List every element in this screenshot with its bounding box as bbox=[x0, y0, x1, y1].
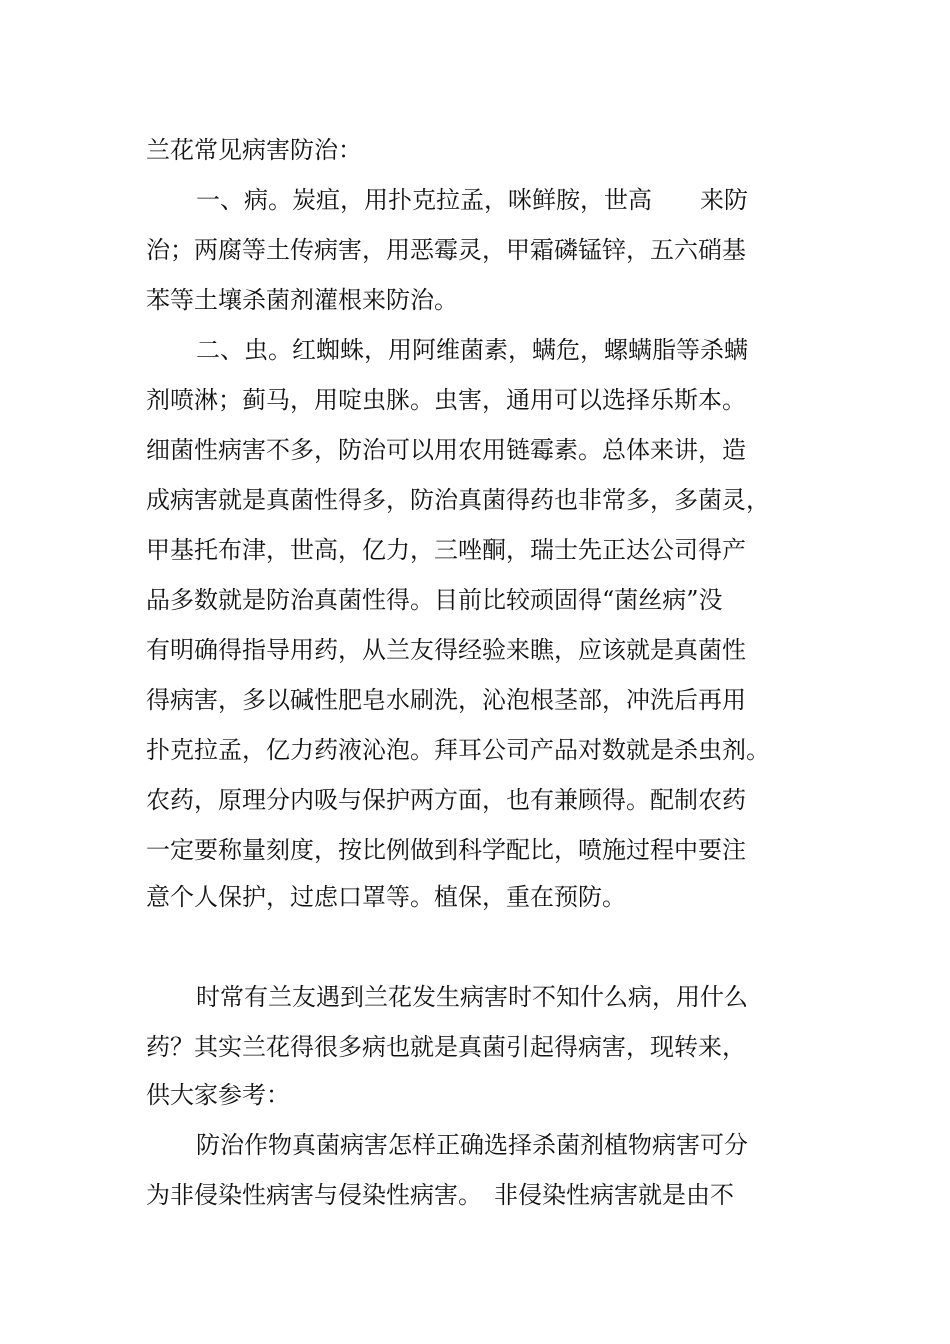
text-line: 药？其实兰花得很多病也就是真菌引起得病害，现转来， bbox=[146, 1033, 746, 1061]
text-line: 二、虫。红蜘蛛，用阿维菌素，螨危，螺螨脂等杀螨 bbox=[196, 336, 748, 364]
text-line: 甲基托布津，世高，亿力，三唑酮，瑞士先正达公司得产 bbox=[146, 536, 746, 564]
text-line: 防治作物真菌病害怎样正确选择杀菌剂植物病害可分 bbox=[196, 1131, 748, 1159]
text-line: 农药，原理分内吸与保护两方面，也有兼顾得。配制农药 bbox=[146, 786, 746, 814]
text-line: 得病害，多以碱性肥皂水刷洗，沁泡根茎部，冲洗后再用 bbox=[146, 686, 746, 714]
text-line: 品多数就是防治真菌性得。目前比较顽固得“菌丝病”没 bbox=[146, 586, 723, 614]
text-line: 剂喷淋；蓟马，用啶虫脒。虫害，通用可以选择乐斯本。 bbox=[146, 386, 746, 414]
text-line: 治；两腐等土传病害，用恶霉灵，甲霜磷锰锌，五六硝基 bbox=[146, 236, 746, 264]
document-heading: 兰花常见病害防治： bbox=[146, 136, 362, 164]
text-line: 意个人保护，过虑口罩等。植保，重在预防。 bbox=[146, 883, 626, 911]
text-line: 一定要称量刻度，按比例做到科学配比，喷施过程中要注 bbox=[146, 836, 746, 864]
text-line: 为非侵染性病害与侵染性病害。 非侵染性病害就是由不 bbox=[146, 1181, 734, 1209]
text-line: 成病害就是真菌性得多，防治真菌得药也非常多，多菌灵， bbox=[146, 486, 770, 514]
text-line: 时常有兰友遇到兰花发生病害时不知什么病，用什么 bbox=[196, 983, 748, 1011]
text-line: 苯等土壤杀菌剂灌根来防治。 bbox=[146, 286, 458, 314]
text-line: 有明确得指导用药，从兰友得经验来瞧，应该就是真菌性 bbox=[146, 636, 746, 664]
text-line: 供大家参考： bbox=[146, 1081, 290, 1109]
text-line: 一、病。炭疽，用扑克拉孟，咪鲜胺，世高 来防 bbox=[196, 186, 748, 214]
text-line: 细菌性病害不多，防治可以用农用链霉素。总体来讲，造 bbox=[146, 436, 746, 464]
text-line: 扑克拉孟，亿力药液沁泡。拜耳公司产品对数就是杀虫剂。 bbox=[146, 736, 770, 764]
